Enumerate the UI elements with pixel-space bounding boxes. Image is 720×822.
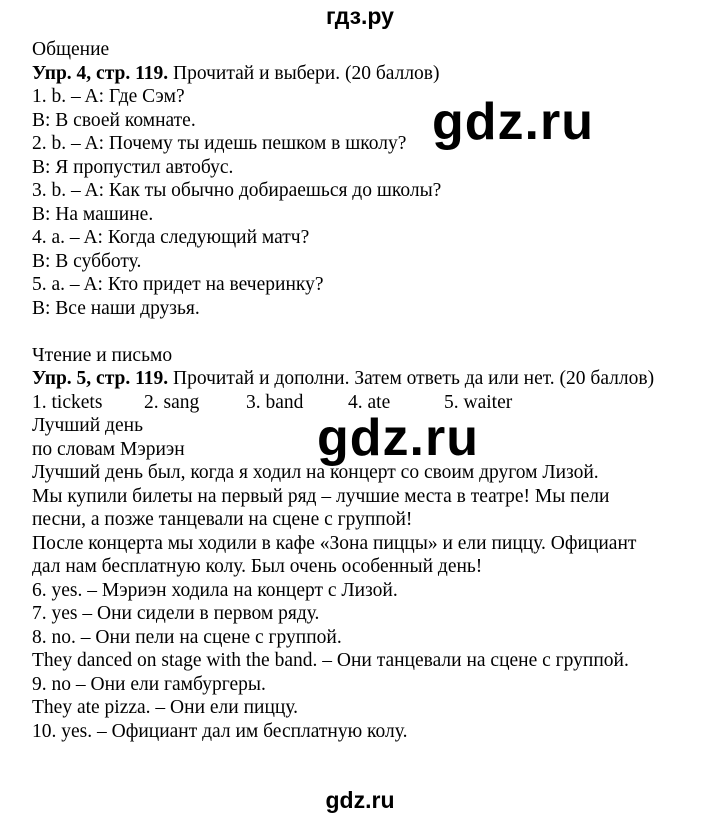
answer-line: They ate pizza. – Они ели пиццу. — [32, 697, 298, 718]
answer-line: B: Все наши друзья. — [32, 297, 200, 319]
answer-line: 4. a. – A: Когда следующий матч? — [32, 227, 310, 248]
site-header: гдз.ру — [326, 3, 394, 29]
text-line: После концерта мы ходили в кафе «Зона пиццы» и ели пиццу. Официант — [32, 532, 637, 554]
answer-line: 10. yes. – Официант дал им бесплатную колу. — [32, 720, 408, 742]
task-line — [32, 367, 712, 391]
answer-line: B: В субботу. — [32, 250, 142, 272]
answer-line: B: В своей комнате. — [32, 109, 196, 131]
task-instruction: Прочитай и дополни. Затем ответь да или нет. (20 баллов) — [168, 368, 655, 389]
word-answer: 2. sang — [144, 391, 200, 413]
text-author: по словам Мэриэн — [32, 438, 185, 460]
answer-line: 9. no – Они ели гамбургеры. — [32, 673, 266, 695]
word-answer: 5. waiter — [444, 391, 513, 413]
section-heading: Чтение и письмо — [32, 344, 173, 366]
answer-line: They danced on stage with the band. – Они танцевали на сцене с группой. — [32, 650, 629, 671]
task-reference: Упр. 4, стр. 119. — [32, 62, 169, 84]
answer-line: 7. yes – Они сидели в первом ряду. — [32, 603, 320, 624]
document-body — [32, 38, 712, 743]
word-answer: 4. ate — [348, 391, 391, 413]
answer-line: 2. b. – A: Почему ты идешь пешком в школу? — [32, 133, 407, 154]
answer-line: B: На машине. — [32, 203, 154, 225]
section-heading: Общение — [32, 39, 110, 60]
task-line — [32, 62, 712, 86]
answer-line: 3. b. – A: Как ты обычно добираешься до школы? — [32, 180, 442, 201]
answer-line: 8. no. – Они пели на сцене с группой. — [32, 626, 342, 648]
answer-line: 6. yes. – Мэриэн ходила на концерт с Лизой. — [32, 579, 398, 601]
text-line: песни, а позже танцевали на сцене с группой! — [32, 509, 413, 530]
site-footer: gdz.ru — [325, 787, 395, 813]
word-answer: 3. band — [246, 391, 304, 413]
watermark: gdz.ru — [317, 409, 479, 467]
section-spacer — [32, 320, 712, 344]
text-title: Лучший день — [32, 415, 143, 436]
text-line: Мы купили билеты на первый ряд – лучшие места в театре! Мы пели — [32, 485, 610, 507]
answer-line: 5. a. – A: Кто придет на вечеринку? — [32, 274, 324, 295]
answer-line: 1. b. – A: Где Сэм? — [32, 86, 185, 107]
answer-line: B: Я пропустил автобус. — [32, 156, 234, 178]
text-line: дал нам бесплатную колу. Был очень особенный день! — [32, 556, 483, 577]
watermark: gdz.ru — [432, 93, 594, 151]
task-instruction: Прочитай и выбери. (20 баллов) — [168, 62, 440, 84]
task-reference: Упр. 5, стр. 119. — [32, 368, 169, 389]
text-line: Лучший день был, когда я ходил на концерт со своим другом Лизой. — [32, 462, 599, 483]
word-answer: 1. tickets — [32, 391, 103, 413]
